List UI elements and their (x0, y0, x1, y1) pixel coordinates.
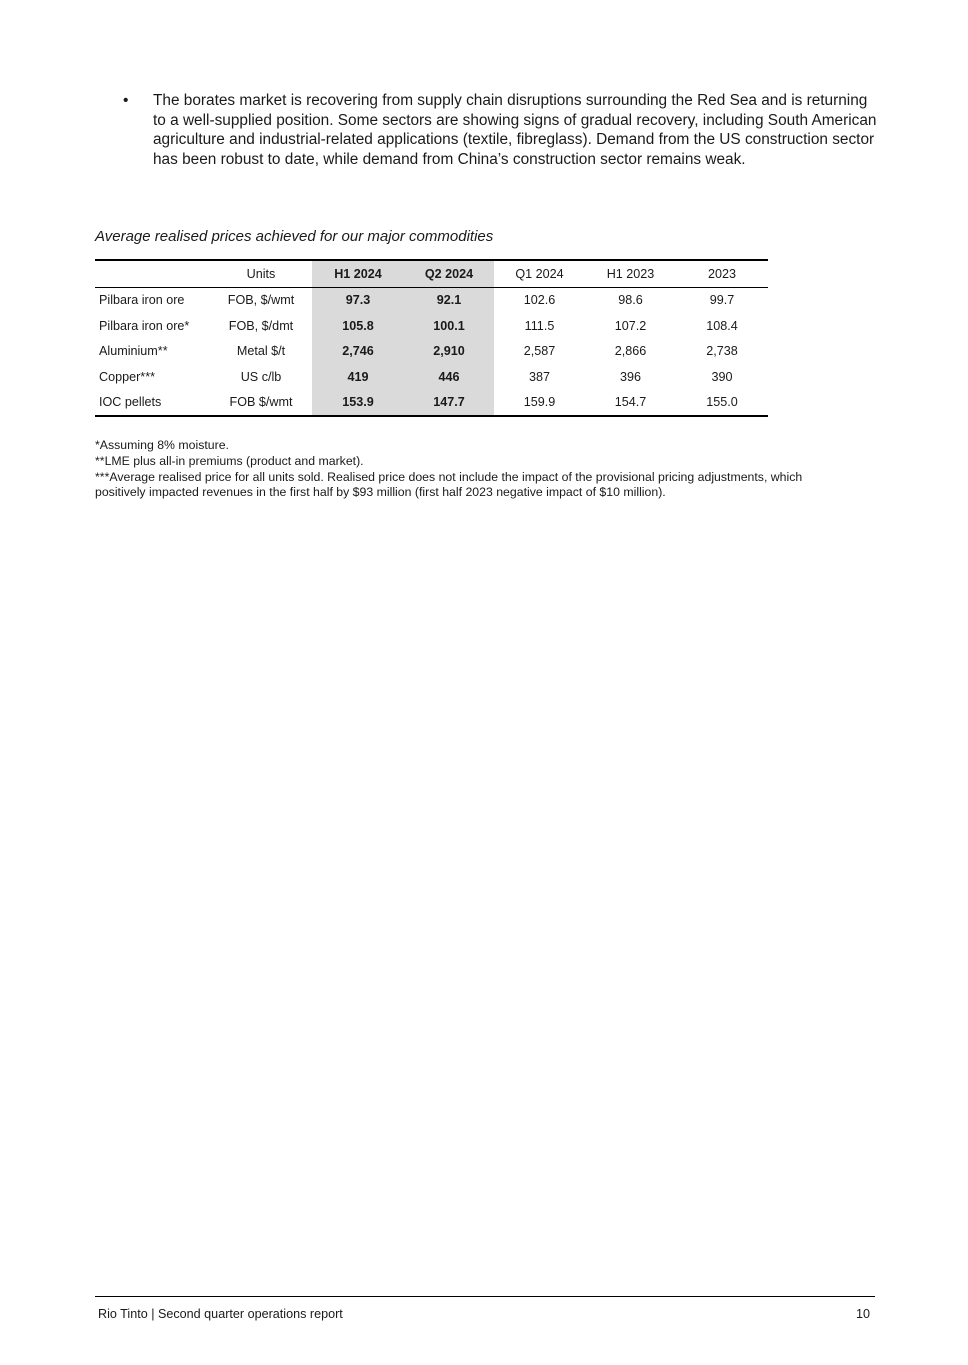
header-q2-2024: Q2 2024 (404, 260, 494, 287)
footnote-realised-price: ***Average realised price for all units sold. Realised price does not include the impact of the provisional pricing adjustments, which positively impacted revenues in the first half by $93 million (first half 2023 negative impact of $10 million). (95, 469, 803, 500)
cell-q1-2024: 102.6 (523, 293, 556, 308)
cell-h1-2023: 396 (619, 369, 641, 384)
footnote-lme: **LME plus all-in premiums (product and market). (95, 453, 364, 468)
cell-q2-2024: 147.7 (404, 390, 494, 417)
header-h1-2024: H1 2024 (312, 260, 404, 287)
cell-h1-2024: 97.3 (312, 287, 404, 313)
cell-2023: 108.4 (706, 318, 738, 333)
header-commodity (95, 260, 210, 287)
cell-q1-2024: 2,587 (523, 344, 556, 359)
table-row (95, 339, 768, 365)
table-row (95, 313, 768, 339)
table-header-row (95, 260, 768, 287)
table-row (95, 287, 768, 313)
cell-units: FOB, $/wmt (227, 293, 295, 308)
cell-q2-2024: 446 (404, 364, 494, 390)
cell-units: FOB $/wmt (229, 395, 293, 410)
cell-2023: 99.7 (709, 293, 735, 308)
header-units: Units (210, 260, 312, 287)
cell-commodity: Copper*** (99, 369, 156, 384)
page-number: 10 (855, 1307, 870, 1321)
cell-h1-2024: 2,746 (312, 339, 404, 365)
cell-commodity: IOC pellets (99, 395, 162, 410)
cell-h1-2024: 105.8 (312, 313, 404, 339)
footer-report-title: Rio Tinto | Second quarter operations report (98, 1307, 343, 1321)
cell-q1-2024: 387 (528, 369, 550, 384)
header-q1-2024: Q1 2024 (494, 260, 585, 287)
cell-units: Metal $/t (236, 344, 286, 359)
cell-h1-2023: 2,866 (614, 344, 647, 359)
cell-h1-2023: 98.6 (618, 293, 643, 308)
table-row (95, 364, 768, 390)
cell-commodity: Aluminium** (99, 344, 168, 359)
cell-2023: 155.0 (706, 395, 738, 410)
cell-2023: 2,738 (706, 344, 738, 359)
cell-q1-2024: 159.9 (523, 395, 556, 410)
cell-h1-2023: 107.2 (614, 318, 647, 333)
footnote-moisture: *Assuming 8% moisture. (95, 438, 229, 452)
cell-h1-2024: 419 (312, 364, 404, 390)
cell-commodity: Pilbara iron ore (99, 293, 185, 308)
cell-q2-2024: 92.1 (404, 287, 494, 313)
cell-units: FOB, $/dmt (228, 318, 294, 333)
cell-q2-2024: 2,910 (404, 339, 494, 365)
bullet-paragraph (120, 91, 880, 169)
cell-q2-2024: 100.1 (404, 313, 494, 339)
footnotes (95, 438, 855, 501)
table-title: Average realised prices achieved for our major commodities (95, 228, 494, 245)
footer-divider (95, 1296, 875, 1297)
cell-2023: 390 (711, 369, 733, 384)
cell-units: US c/lb (240, 369, 282, 384)
prices-table (95, 259, 768, 417)
header-2023: 2023 (676, 260, 768, 287)
bullet-text: The borates market is recovering from supply chain disruptions surrounding the Red Sea and is returning to a well-supplied position. Some sectors are showing signs of gradual recovery, including South American agriculture and industrial-related applications (textile, fibreglass). Demand from the US construction sector has been robust to date, while demand from China’s construction sector remains weak. (153, 92, 877, 168)
cell-commodity: Pilbara iron ore* (99, 318, 190, 333)
header-h1-2023: H1 2023 (585, 260, 676, 287)
bullet-marker: • (123, 92, 129, 109)
cell-q1-2024: 111.5 (524, 318, 555, 333)
cell-h1-2023: 154.7 (614, 395, 647, 410)
cell-h1-2024: 153.9 (312, 390, 404, 417)
table-row (95, 390, 768, 417)
